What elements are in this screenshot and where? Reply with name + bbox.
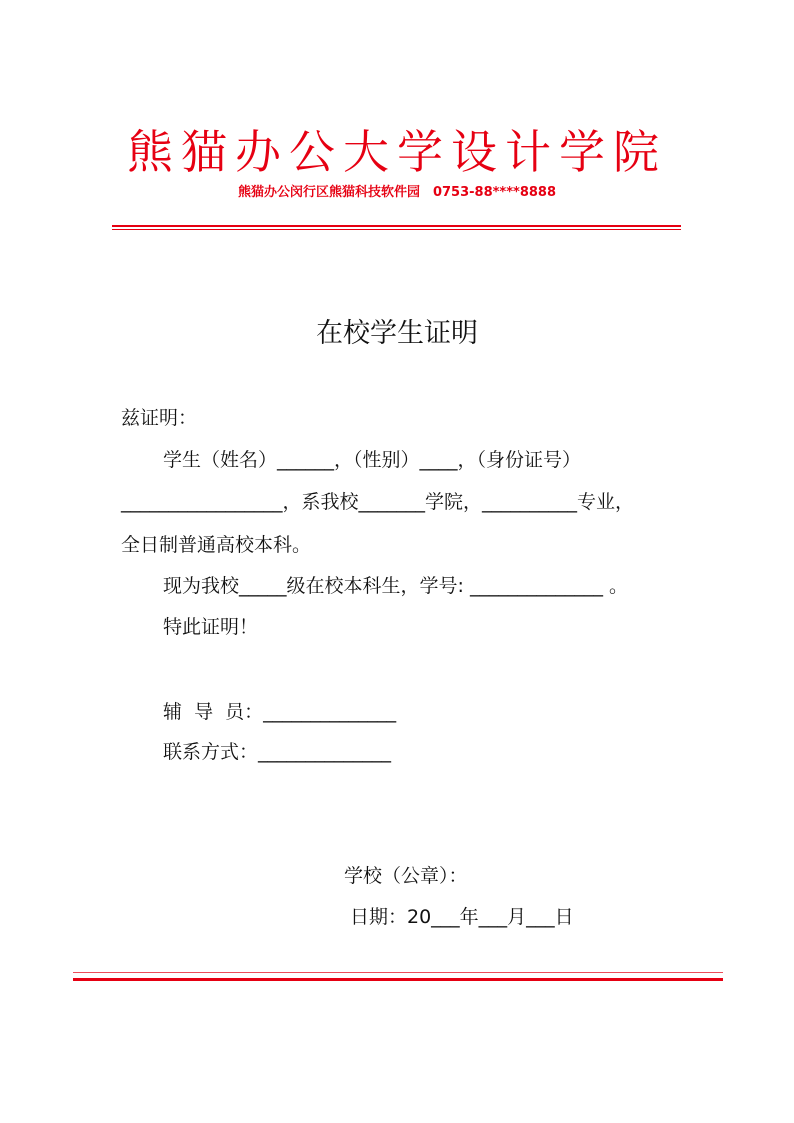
body-line-3: 全日制普通高校本科。 <box>121 534 312 556</box>
footer-divider-thick <box>73 978 723 981</box>
organization-address: 熊猫办公闵行区熊猫科技软件园 0753-88****8888 <box>237 185 557 200</box>
organization-name: 熊猫办公大学设计学院 <box>127 125 667 179</box>
date-field: 日期：20___年___月___日 <box>350 906 574 928</box>
salutation: 兹证明： <box>121 407 198 429</box>
contact-field: 联系方式：______________ <box>163 741 392 763</box>
body-line-5: 特此证明！ <box>163 616 259 638</box>
counselor-field: 辅 导 员：______________ <box>163 701 397 723</box>
body-line-4: 现为我校_____级在校本科生，学号: ______________ 。 <box>163 575 628 597</box>
school-seal: 学校（公章）： <box>344 865 468 887</box>
body-line-2: _________________，系我校_______学院，__________专业， <box>121 491 635 513</box>
body-line-1: 学生（姓名）______，（性别）____，（身份证号） <box>163 449 582 471</box>
document-title: 在校学生证明 <box>316 318 478 349</box>
footer-divider-thin <box>73 972 723 973</box>
header-divider-thin <box>112 229 681 230</box>
header-divider-thick <box>112 225 681 227</box>
